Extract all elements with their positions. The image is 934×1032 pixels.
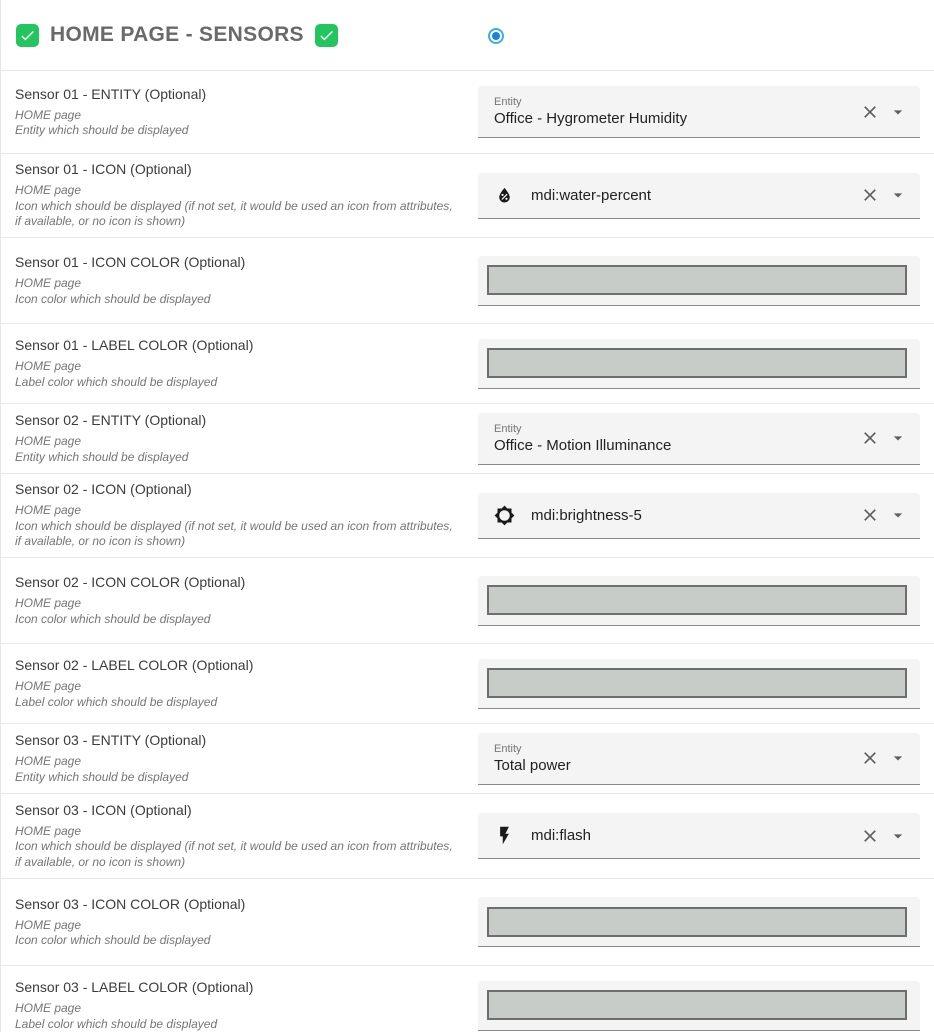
setting-title: Sensor 02 - ICON (Optional) (15, 481, 192, 498)
setting-row (1, 473, 934, 557)
radio-dot (492, 32, 500, 40)
entity-select-field[interactable] (478, 733, 920, 785)
setting-subtitle: HOME page (15, 917, 82, 932)
setting-row (1, 965, 934, 1032)
setting-text (15, 732, 461, 785)
icon-select-field[interactable] (478, 173, 920, 219)
setting-row (1, 557, 934, 643)
setting-subtitle: HOME page (15, 503, 82, 518)
setting-description: Label color which should be displayed (15, 1016, 218, 1031)
entity-select-field[interactable] (478, 413, 920, 465)
setting-description: Icon color which should be displayed (15, 611, 211, 626)
clear-icon[interactable] (860, 185, 880, 205)
setting-subtitle: HOME page (15, 434, 82, 449)
setting-description: Icon which should be displayed (if not set, it would be used an icon from attributes, if available, or no icon is shown) (15, 839, 453, 869)
color-swatch[interactable] (487, 668, 907, 698)
setting-description: Icon color which should be displayed (15, 291, 211, 306)
setting-row (1, 403, 934, 473)
flash-icon (494, 825, 515, 846)
field-value: Total power (494, 756, 571, 774)
clear-icon[interactable] (860, 428, 880, 448)
brightness-5-icon (494, 505, 515, 526)
setting-subtitle: HOME page (15, 596, 82, 611)
setting-text (15, 337, 461, 390)
setting-row (1, 793, 934, 878)
clear-icon[interactable] (860, 102, 880, 122)
setting-row (1, 237, 934, 323)
color-swatch[interactable] (487, 265, 907, 295)
setting-row (1, 70, 934, 153)
setting-title: Sensor 02 - LABEL COLOR (Optional) (15, 657, 254, 674)
color-swatch[interactable] (487, 907, 907, 937)
setting-text (15, 979, 461, 1032)
setting-title: Sensor 01 - ENTITY (Optional) (15, 85, 207, 102)
setting-description: Label color which should be displayed (15, 694, 218, 709)
setting-description: Entity which should be displayed (15, 769, 189, 784)
field-floating-label: Entity (494, 422, 522, 435)
setting-row (1, 643, 934, 723)
color-input-field[interactable] (478, 981, 920, 1031)
setting-subtitle: HOME page (15, 679, 82, 694)
checkbox-checked-icon (315, 24, 338, 47)
setting-title: Sensor 01 - ICON COLOR (Optional) (15, 254, 246, 271)
setting-description: Entity which should be displayed (15, 123, 189, 137)
color-swatch[interactable] (487, 585, 907, 615)
icon-select-field[interactable] (478, 813, 920, 859)
field-value: mdi:water-percent (531, 186, 652, 204)
color-swatch[interactable] (487, 348, 907, 378)
setting-description: Icon which should be displayed (if not set, it would be used an icon from attributes, if available, or no icon is shown) (15, 198, 453, 229)
clear-icon[interactable] (860, 505, 880, 525)
setting-title: Sensor 03 - ENTITY (Optional) (15, 732, 207, 749)
setting-subtitle: HOME page (15, 1001, 82, 1016)
color-input-field[interactable] (478, 256, 920, 306)
setting-subtitle: HOME page (15, 276, 82, 291)
radio-button-selected[interactable] (488, 28, 504, 44)
icon-select-field[interactable] (478, 493, 920, 539)
setting-title: Sensor 03 - ICON (Optional) (15, 801, 192, 818)
chevron-down-icon[interactable] (888, 748, 908, 768)
setting-text (15, 574, 461, 627)
setting-row (1, 723, 934, 793)
setting-title: Sensor 02 - ENTITY (Optional) (15, 412, 207, 429)
setting-title: Sensor 01 - ICON (Optional) (15, 161, 192, 178)
setting-subtitle: HOME page (15, 754, 82, 769)
color-input-field[interactable] (478, 897, 920, 947)
field-floating-label: Entity (494, 96, 522, 108)
setting-title: Sensor 03 - LABEL COLOR (Optional) (15, 979, 254, 996)
color-input-field[interactable] (478, 339, 920, 389)
field-value: Office - Hygrometer Humidity (494, 110, 688, 127)
field-value: mdi:brightness-5 (531, 506, 642, 524)
setting-description: Entity which should be displayed (15, 449, 189, 464)
setting-text (15, 412, 461, 465)
chevron-down-icon[interactable] (888, 428, 908, 448)
setting-text (15, 896, 461, 949)
color-swatch[interactable] (487, 990, 907, 1020)
setting-description: Icon color which should be displayed (15, 933, 211, 947)
chevron-down-icon[interactable] (888, 185, 908, 205)
setting-subtitle: HOME page (15, 107, 82, 122)
setting-title: Sensor 02 - ICON COLOR (Optional) (15, 574, 246, 591)
setting-row (1, 323, 934, 403)
setting-subtitle: HOME page (15, 823, 82, 838)
page-title: HOME PAGE - SENSORS (50, 23, 304, 46)
field-value: mdi:flash (531, 827, 592, 844)
clear-icon[interactable] (860, 748, 880, 768)
setting-text (15, 254, 461, 307)
setting-subtitle: HOME page (15, 183, 82, 198)
color-input-field[interactable] (478, 576, 920, 626)
setting-text (15, 86, 461, 139)
setting-title: Sensor 03 - ICON COLOR (Optional) (15, 895, 246, 912)
setting-description: Label color which should be displayed (15, 374, 218, 389)
settings-list (1, 70, 934, 1032)
setting-text (15, 481, 461, 549)
setting-text (15, 161, 461, 229)
setting-subtitle: HOME page (15, 359, 82, 374)
field-value: Office - Motion Illuminance (494, 436, 672, 454)
setting-title: Sensor 01 - LABEL COLOR (Optional) (15, 337, 254, 354)
chevron-down-icon[interactable] (888, 102, 908, 122)
water-percent-icon (494, 185, 515, 206)
setting-text (15, 802, 461, 870)
chevron-down-icon[interactable] (888, 826, 908, 846)
field-floating-label: Entity (494, 742, 522, 755)
clear-icon[interactable] (860, 826, 880, 846)
entity-select-field[interactable] (478, 86, 920, 138)
checkbox-checked-icon (16, 24, 39, 47)
color-input-field[interactable] (478, 659, 920, 709)
setting-description: Icon which should be displayed (if not set, it would be used an icon from attributes, if available, or no icon is shown) (15, 518, 453, 549)
setting-text (15, 657, 461, 710)
section-header (1, 0, 934, 70)
setting-row (1, 878, 934, 965)
setting-row (1, 153, 934, 237)
chevron-down-icon[interactable] (888, 505, 908, 525)
